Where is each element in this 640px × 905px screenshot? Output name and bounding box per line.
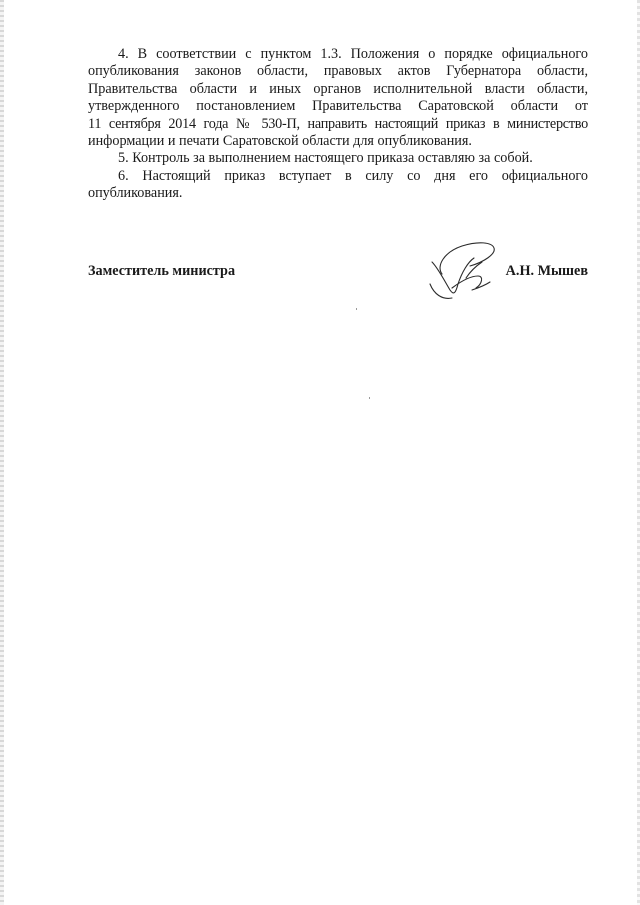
- paragraph-6: [88, 168, 588, 203]
- signer-title: Заместитель министра: [88, 263, 236, 279]
- paragraph-4-line-6: информации и печати Саратовской области для опубликования.: [88, 133, 472, 150]
- scan-speck: [356, 308, 357, 310]
- paragraph-5-line-1: 5. Контроль за выполнением настоящего приказа оставляю за собой.: [118, 150, 533, 167]
- scan-speck: [369, 397, 370, 399]
- signer-name: А.Н. Мышев: [505, 263, 588, 279]
- paragraph-5: [88, 150, 588, 167]
- paragraph-4: [88, 46, 588, 150]
- document-body: [88, 46, 588, 203]
- signature-block: [88, 262, 588, 332]
- paragraph-4-line-2: опубликования законов области, правовых актов Губернатора области,: [88, 63, 588, 80]
- paragraph-4-line-1: 4. В соответствии с пунктом 1.3. Положения о порядке официального: [118, 46, 588, 62]
- paragraph-4-line-3: Правительства области и иных органов исполнительной власти области,: [88, 80, 588, 97]
- paragraph-6-line-1: 6. Настоящий приказ вступает в силу со дня его официального: [118, 167, 588, 184]
- paragraph-4-line-5: 11 сентября 2014 года № 530-П, направить настоящий приказ в министерство: [88, 115, 588, 132]
- paragraph-6-line-2: опубликования.: [88, 185, 183, 202]
- handwritten-signature: [422, 232, 504, 308]
- scan-edge-left: [0, 0, 4, 905]
- paragraph-4-line-4: утвержденного постановлением Правительства Саратовской области от: [88, 98, 588, 115]
